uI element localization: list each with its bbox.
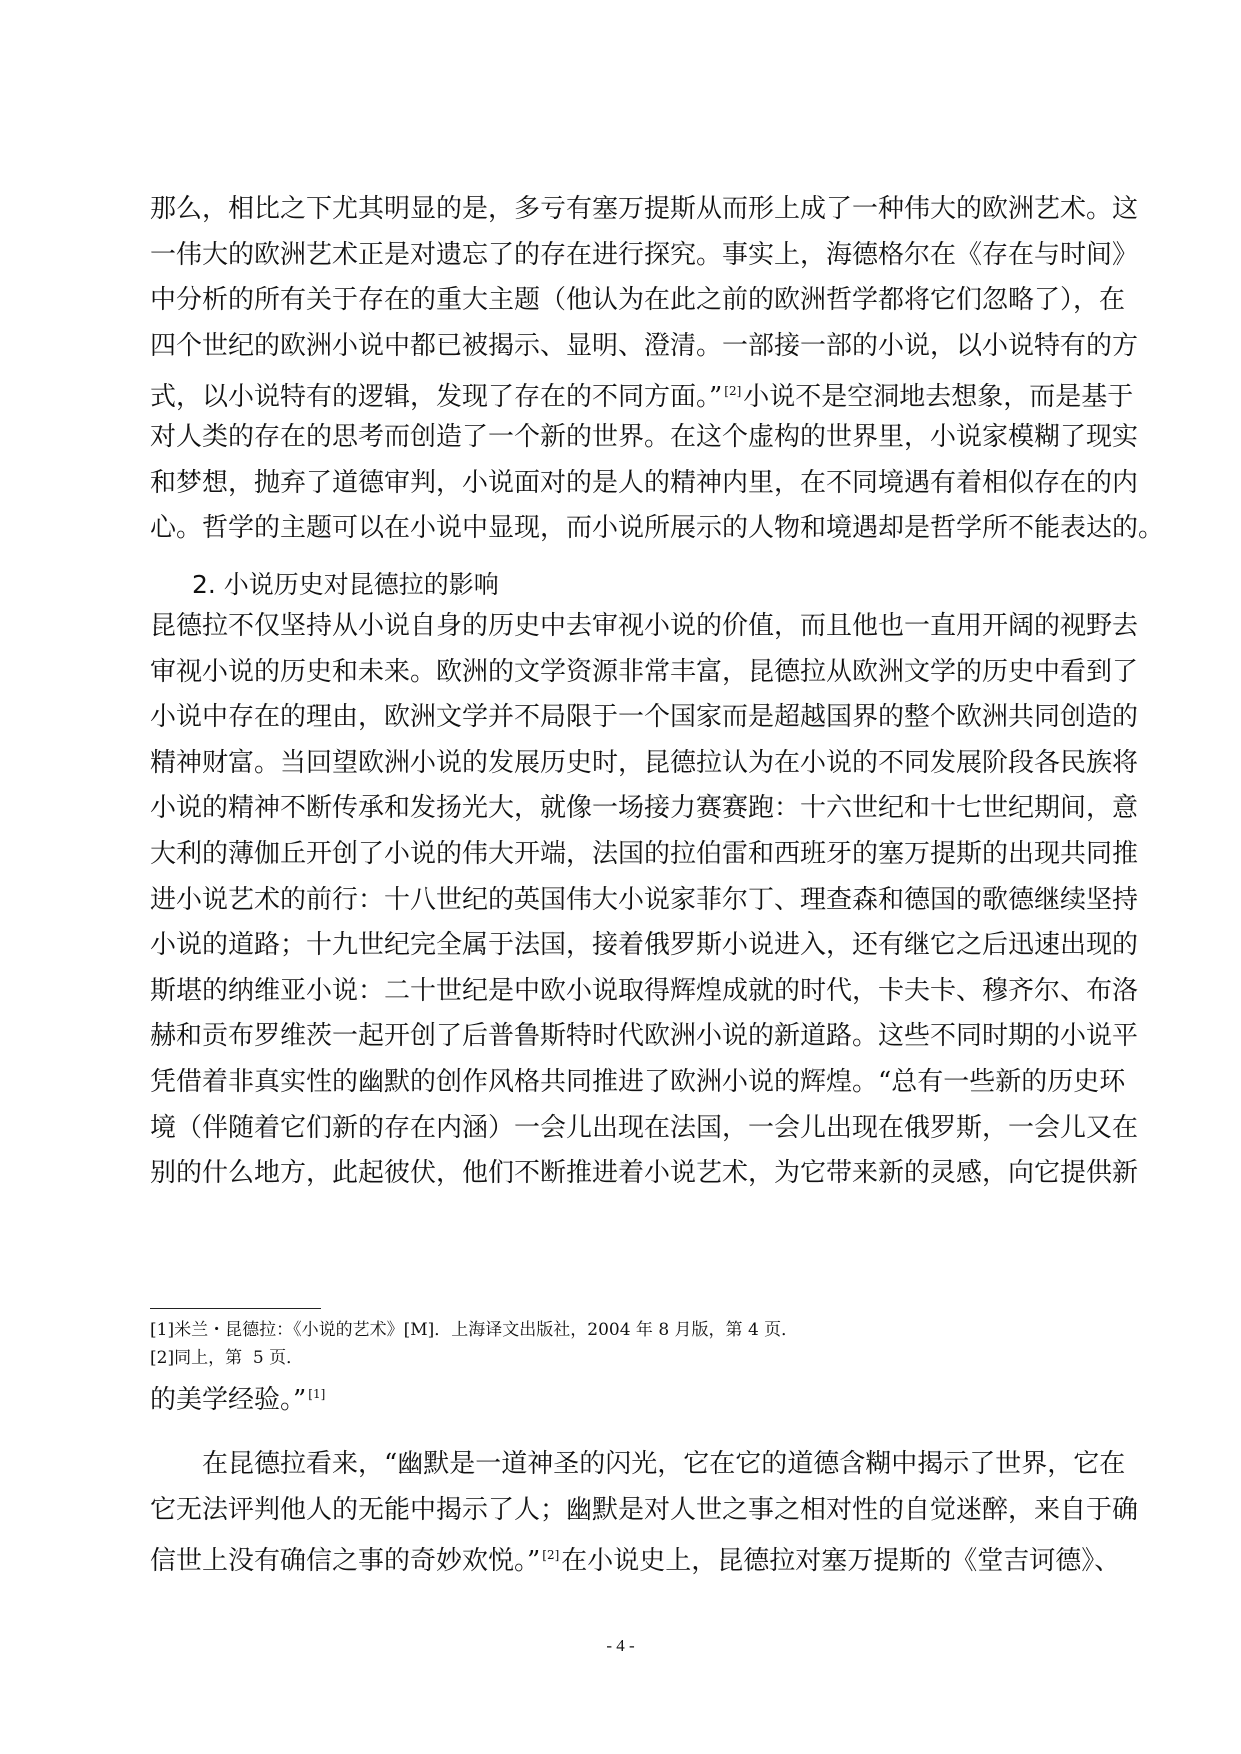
text-line: 四个世纪的欧洲小说中都已被揭示、显明、澄清。一部接一部的小说，以小说特有的方 xyxy=(150,330,1139,361)
text-line xyxy=(150,1533,1121,1579)
footnote-1: [1]米兰・昆德拉：《小说的艺术》[M]．上海译文出版社，2004 年 8 月版，第 4 页． xyxy=(150,1320,799,1340)
page-number: - 4 - xyxy=(606,1636,635,1655)
footnote-divider xyxy=(150,1308,321,1309)
paragraph-humor xyxy=(150,1442,1139,1579)
text-line xyxy=(150,1372,1106,1418)
text-line: 大利的薄伽丘开创了小说的伟大开端，法国的拉伯雷和西班牙的塞万提斯的出现共同推 xyxy=(150,838,1139,869)
text-segment: 信世上没有确信之事的奇妙欢悦。” xyxy=(150,1546,541,1577)
text-line: 小说的道路；十九世纪完全属于法国，接着俄罗斯小说进入，还有继它之后迅速出现的 xyxy=(150,930,1139,961)
text-line: 境（伴随着它们新的存在内涵）一会儿出现在法国，一会儿出现在俄罗斯，一会儿又在 xyxy=(150,1112,1139,1143)
section-heading: 2. 小说历史对昆德拉的影响 xyxy=(192,570,499,599)
text-line: 心。哲学的主题可以在小说中显现，而小说所展示的人物和境遇却是哲学所不能表达的。 xyxy=(150,513,1165,544)
text-line: 斯堪的纳维亚小说：二十世纪是中欧小说取得辉煌成就的时代，卡夫卡、穆齐尔、布洛 xyxy=(150,975,1139,1006)
text-line: 别的什么地方，此起彼伏，他们不断推进着小说艺术，为它带来新的灵感，向它提供新 xyxy=(150,1158,1139,1189)
text-line: 那么，相比之下尤其明显的是，多亏有塞万提斯从而形上成了一种伟大的欧洲艺术。这 xyxy=(150,194,1139,224)
text-line xyxy=(150,369,1134,415)
text-line: 凭借着非真实性的幽默的创作风格共同推进了欧洲小说的辉煌。“总有一些新的历史环 xyxy=(150,1066,1126,1097)
text-line: 审视小说的历史和未来。欧洲的文学资源非常丰富，昆德拉从欧洲文学的历史中看到了 xyxy=(150,656,1139,687)
text-line: 和梦想，抛弃了道德审判，小说面对的是人的精神内里，在不同境遇有着相似存在的内 xyxy=(150,467,1139,498)
text-line: 在昆德拉看来，“幽默是一道神圣的闪光，它在它的道德含糊中揭示了世界，它在 xyxy=(202,1449,1126,1479)
text-line: 一伟大的欧洲艺术正是对遗忘了的存在进行探究。事实上，海德格尔在《存在与时间》 xyxy=(150,239,1139,270)
text-segment: 在小说史上，昆德拉对塞万提斯的《堂吉诃德》、 xyxy=(561,1546,1121,1577)
text-segment: 小说不是空洞地去想象，而是基于 xyxy=(743,382,1134,413)
text-line: 对人类的存在的思考而创造了一个新的世界。在这个虚构的世界里，小说家模糊了现实 xyxy=(150,421,1139,452)
text-segment: 的美学经验。” xyxy=(150,1385,307,1415)
paragraph-novel-history xyxy=(150,604,1139,1197)
text-line: 进小说艺术的前行：十八世纪的英国伟大小说家菲尔丁、理查森和德国的歌德继续坚持 xyxy=(150,884,1139,915)
text-line: 小说的精神不断传承和发扬光大，就像一场接力赛赛跑：十六世纪和十七世纪期间，意 xyxy=(150,793,1139,824)
text-line: 赫和贡布罗维茨一起开创了后普鲁斯特时代欧洲小说的新道路。这些不同时期的小说平 xyxy=(150,1021,1139,1052)
footnote-ref[interactable]: [2] xyxy=(542,1548,560,1563)
paragraph-existence xyxy=(150,187,1165,552)
footnote-ref[interactable]: [1] xyxy=(308,1387,326,1401)
footnote-ref[interactable]: [2] xyxy=(724,384,742,399)
text-line: 中分析的所有关于存在的重大主题（他认为在此之前的欧洲哲学都将它们忽略了），在 xyxy=(150,285,1126,316)
text-line: 它无法评判他人的无能中揭示了人；幽默是对人世之事之相对性的自觉迷醉，来自于确 xyxy=(150,1494,1139,1525)
text-line: 昆德拉不仅坚持从小说自身的历史中去审视小说的价值，而且他也一直用开阔的视野去 xyxy=(150,611,1139,641)
footnote-2: [2]同上，第 5 页． xyxy=(150,1348,304,1368)
paragraph-continuation xyxy=(150,1372,1106,1418)
text-line: 精神财富。当回望欧洲小说的发展历史时，昆德拉认为在小说的不同发展阶段各民族将 xyxy=(150,747,1139,778)
text-segment: 式，以小说特有的逻辑，发现了存在的不同方面。” xyxy=(150,382,723,413)
text-line: 小说中存在的理由，欧洲文学并不局限于一个国家而是超越国界的整个欧洲共同创造的 xyxy=(150,702,1139,733)
